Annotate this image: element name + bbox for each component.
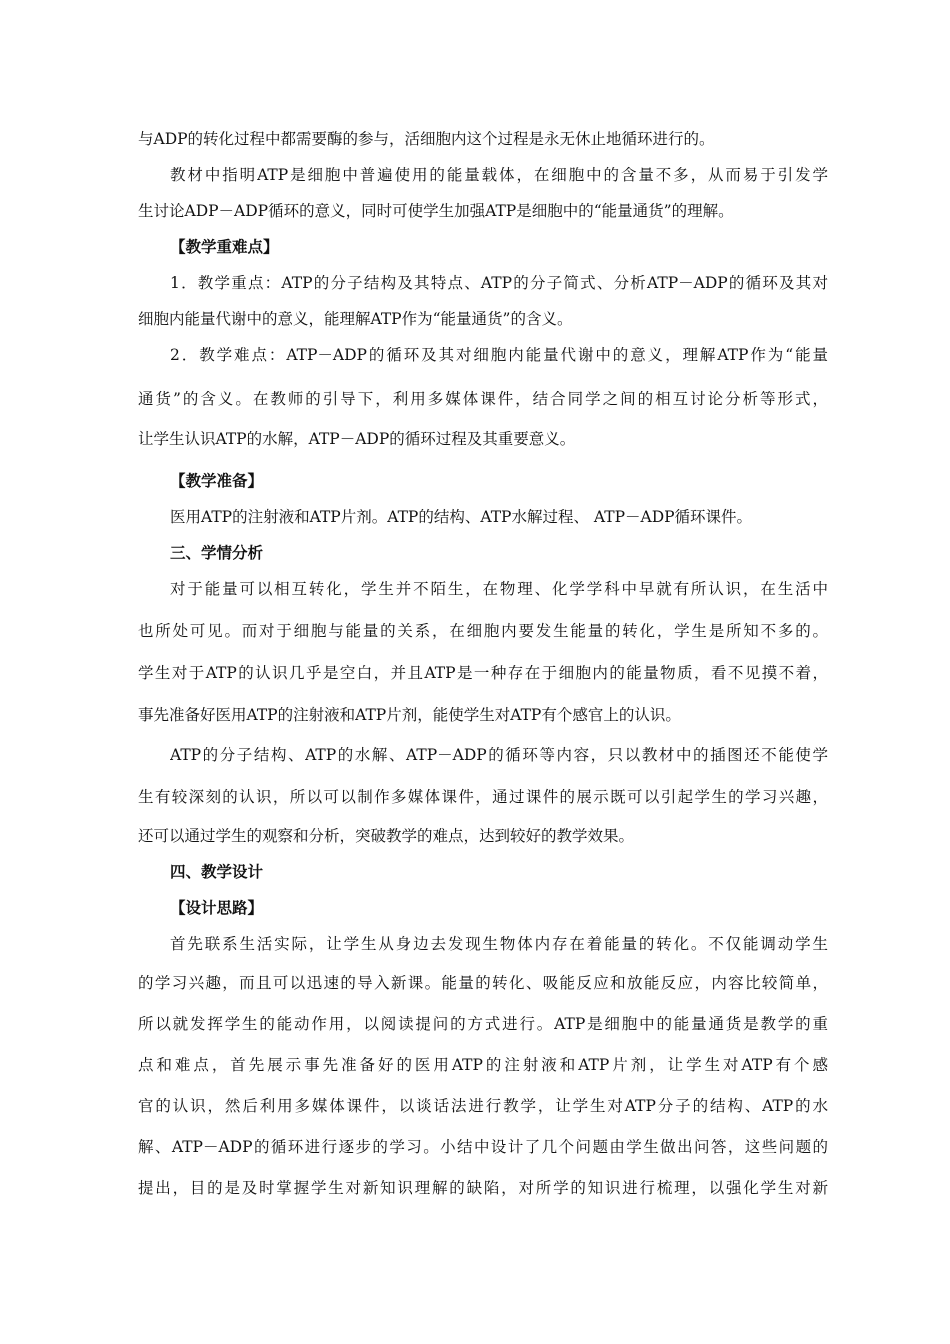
paragraph-line: 2．教学难点：ATP－ADP的循环及其对细胞内能量代谢中的意义，理解ATP作为“能量 — [170, 346, 828, 364]
paragraph-line: 事先准备好医用ATP的注射液和ATP片剂，能使学生对ATP有个感官上的认识。 — [138, 706, 681, 724]
paragraph-line: ATP的分子结构、ATP的水解、ATP－ADP的循环等内容，只以教材中的插图还不能使学 — [170, 746, 828, 764]
section-heading-design-idea: 【设计思路】 — [170, 899, 264, 917]
section-heading-three: 三、学情分析 — [170, 544, 264, 562]
paragraph-line: 还可以通过学生的观察和分析，突破教学的难点，达到较好的教学效果。 — [138, 827, 635, 845]
paragraph-line: 教材中指明ATP是细胞中普遍使用的能量载体，在细胞中的含量不多，从而易于引发学 — [170, 166, 828, 184]
paragraph-line: 让学生认识ATP的水解，ATP－ADP的循环过程及其重要意义。 — [138, 430, 576, 448]
paragraph-line: 医用ATP的注射液和ATP片剂。ATP的结构、ATP水解过程、 ATP－ADP循环课件。 — [170, 508, 753, 526]
paragraph-line: 细胞内能量代谢中的意义，能理解ATP作为“能量通货”的含义。 — [138, 310, 573, 328]
paragraph-line: 的学习兴趣，而且可以迅速的导入新课。能量的转化、吸能反应和放能反应，内容比较简单， — [138, 974, 828, 992]
paragraph-line: 对于能量可以相互转化，学生并不陌生，在物理、化学学科中早就有所认识，在生活中 — [170, 580, 828, 598]
paragraph-line: 点和难点，首先展示事先准备好的医用ATP的注射液和ATP片剂，让学生对ATP有个感 — [138, 1056, 828, 1074]
paragraph-line: 与ADP的转化过程中都需要酶的参与，活细胞内这个过程是永无休止地循环进行的。 — [138, 130, 715, 148]
paragraph-line: 生讨论ADP－ADP循环的意义，同时可使学生加强ATP是细胞中的“能量通货”的理解。 — [138, 202, 734, 220]
paragraph-line: 解、ATP－ADP的循环进行逐步的学习。小结中设计了几个问题由学生做出问答，这些问题的 — [138, 1138, 828, 1156]
section-heading-preparation: 【教学准备】 — [170, 472, 264, 490]
paragraph-line: 通货”的含义。在教师的引导下，利用多媒体课件，结合同学之间的相互讨论分析等形式， — [138, 390, 828, 408]
paragraph-line: 首先联系生活实际，让学生从身边去发现生物体内存在着能量的转化。不仅能调动学生 — [170, 935, 828, 953]
paragraph-line: 学生对于ATP的认识几乎是空白，并且ATP是一种存在于细胞内的能量物质，看不见摸不着， — [138, 664, 828, 682]
section-heading-four: 四、教学设计 — [170, 863, 264, 881]
paragraph-line: 也所处可见。而对于细胞与能量的关系，在细胞内要发生能量的转化，学生是所知不多的。 — [138, 622, 828, 640]
paragraph-line: 1．教学重点：ATP的分子结构及其特点、ATP的分子简式、分析ATP－ADP的循环及其对 — [170, 274, 828, 292]
paragraph-line: 所以就发挥学生的能动作用，以阅读提问的方式进行。ATP是细胞中的能量通货是教学的重 — [138, 1015, 828, 1033]
paragraph-line: 官的认识，然后利用多媒体课件，以谈话法进行教学，让学生对ATP分子的结构、ATP的水 — [138, 1097, 828, 1115]
paragraph-line: 生有较深刻的认识，所以可以制作多媒体课件，通过课件的展示既可以引起学生的学习兴趣， — [138, 788, 828, 806]
paragraph-line: 提出，目的是及时掌握学生对新知识理解的缺陷，对所学的知识进行梳理，以强化学生对新 — [138, 1179, 828, 1197]
section-heading-key-points: 【教学重难点】 — [170, 238, 279, 256]
